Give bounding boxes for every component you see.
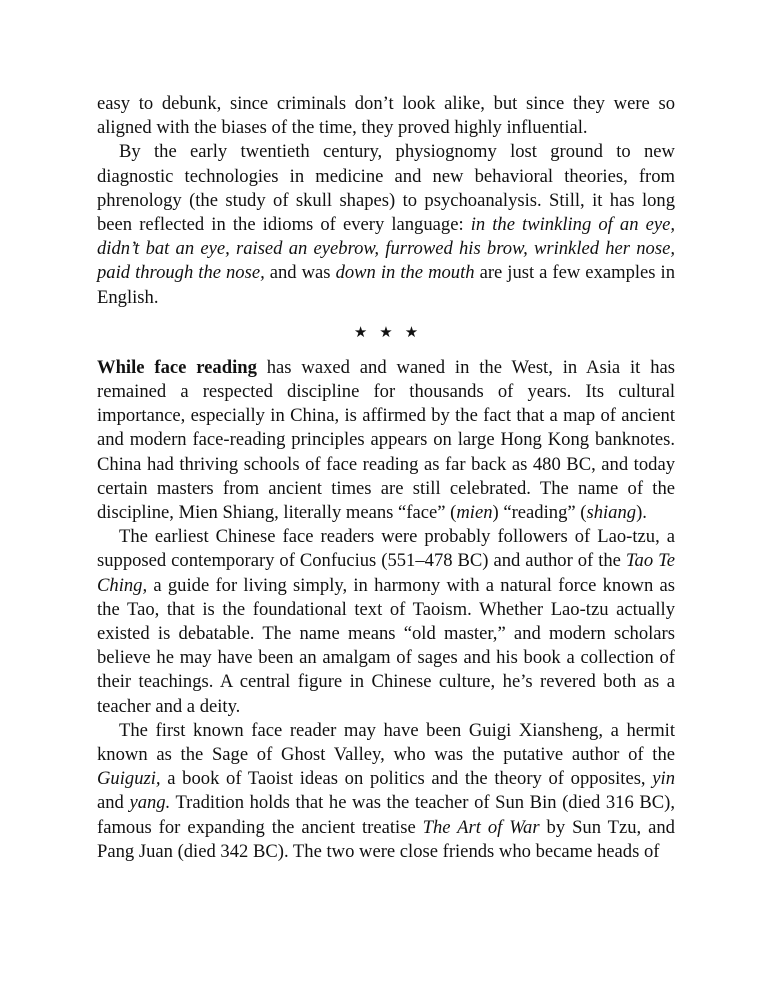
- section-separator-stars: ★★★: [353, 324, 431, 341]
- paragraph-continuation: [97, 92, 675, 140]
- text-run: has waxed and waned in the West, in Asia it has remained a respected discipline for thousands of years. Its cultural importance, especially in China, is affirmed by the fact that a map of ancient and modern face-reading principles appears on large Hong Kong banknotes. China had thriving schools of face reading as far back as 480 BC, and today certain masters from ancient times are still celebrated. The name of the discipline, Mien Shiang, literally means “face” (: [97, 356, 675, 524]
- idiom-italic: down in the mouth: [335, 262, 475, 284]
- text-run: easy to debunk, since criminals don’t look alike, but since they were so aligned with the biases of the time, they proved highly influential.: [97, 93, 675, 139]
- title-italic: Guiguzi,: [97, 768, 161, 790]
- idioms-italic: in the twinkling of an eye, didn’t bat an eye, raised an eyebrow, furrowed his brow, wrinkled her nose, paid through the nose,: [97, 214, 676, 284]
- paragraph-face-reading-asia: [97, 356, 675, 525]
- text-run: are just a few examples in English.: [97, 262, 676, 308]
- text-run: and: [97, 792, 130, 814]
- text-run: and was: [264, 262, 336, 284]
- text-run: The earliest Chinese face readers were probably followers of Lao-tzu, a supposed contemporary of Confucius (551–478 BC) and author of the: [97, 526, 675, 572]
- title-italic: Tao Te Ching,: [97, 550, 675, 596]
- term-italic: yin: [652, 768, 675, 790]
- book-page: [97, 92, 675, 864]
- text-run: Tradition holds that he was the teacher of Sun Bin (died 316 BC), famous for expanding the ancient treatise: [97, 792, 675, 838]
- paragraph-guigi-xiansheng: [97, 719, 675, 864]
- text-run: ).: [636, 502, 647, 524]
- title-italic: The Art of War: [422, 816, 540, 838]
- text-run: The first known face reader may have been Guigi Xiansheng, a hermit known as the Sage of Ghost Valley, who was the putative author of the: [97, 719, 675, 766]
- lead-in-bold: While face reading: [97, 356, 257, 378]
- text-run: ) “reading” (: [492, 502, 587, 524]
- paragraph-lao-tzu: [97, 525, 675, 719]
- term-italic: yang.: [129, 792, 171, 814]
- text-run: a guide for living simply, in harmony with a natural force known as the Tao, that is the foundational text of Taoism. Whether Lao-tzu actually existed is debatable. The name means “old master,” and modern scholars believe he may have been an amalgam of sages and his book a collection of their teachings. A central figure in Chinese culture, he’s revered both as a teacher and a deity.: [97, 574, 675, 717]
- text-run: a book of Taoist ideas on politics and the theory of opposites,: [160, 768, 653, 790]
- text-run: by Sun Tzu, and Pang Juan (died 342 BC). The two were close friends who became heads of: [97, 816, 675, 862]
- text-run: By the early twentieth century, physiognomy lost ground to new diagnostic technologies in medicine and new behavioral theories, from phrenology (the study of skull shapes) to psychoanalysis. Still, it has long been reflected in the idioms of every language:: [97, 141, 675, 236]
- paragraph-physiognomy-decline: [97, 140, 675, 309]
- term-italic: shiang: [586, 502, 637, 524]
- term-italic: mien: [456, 502, 493, 524]
